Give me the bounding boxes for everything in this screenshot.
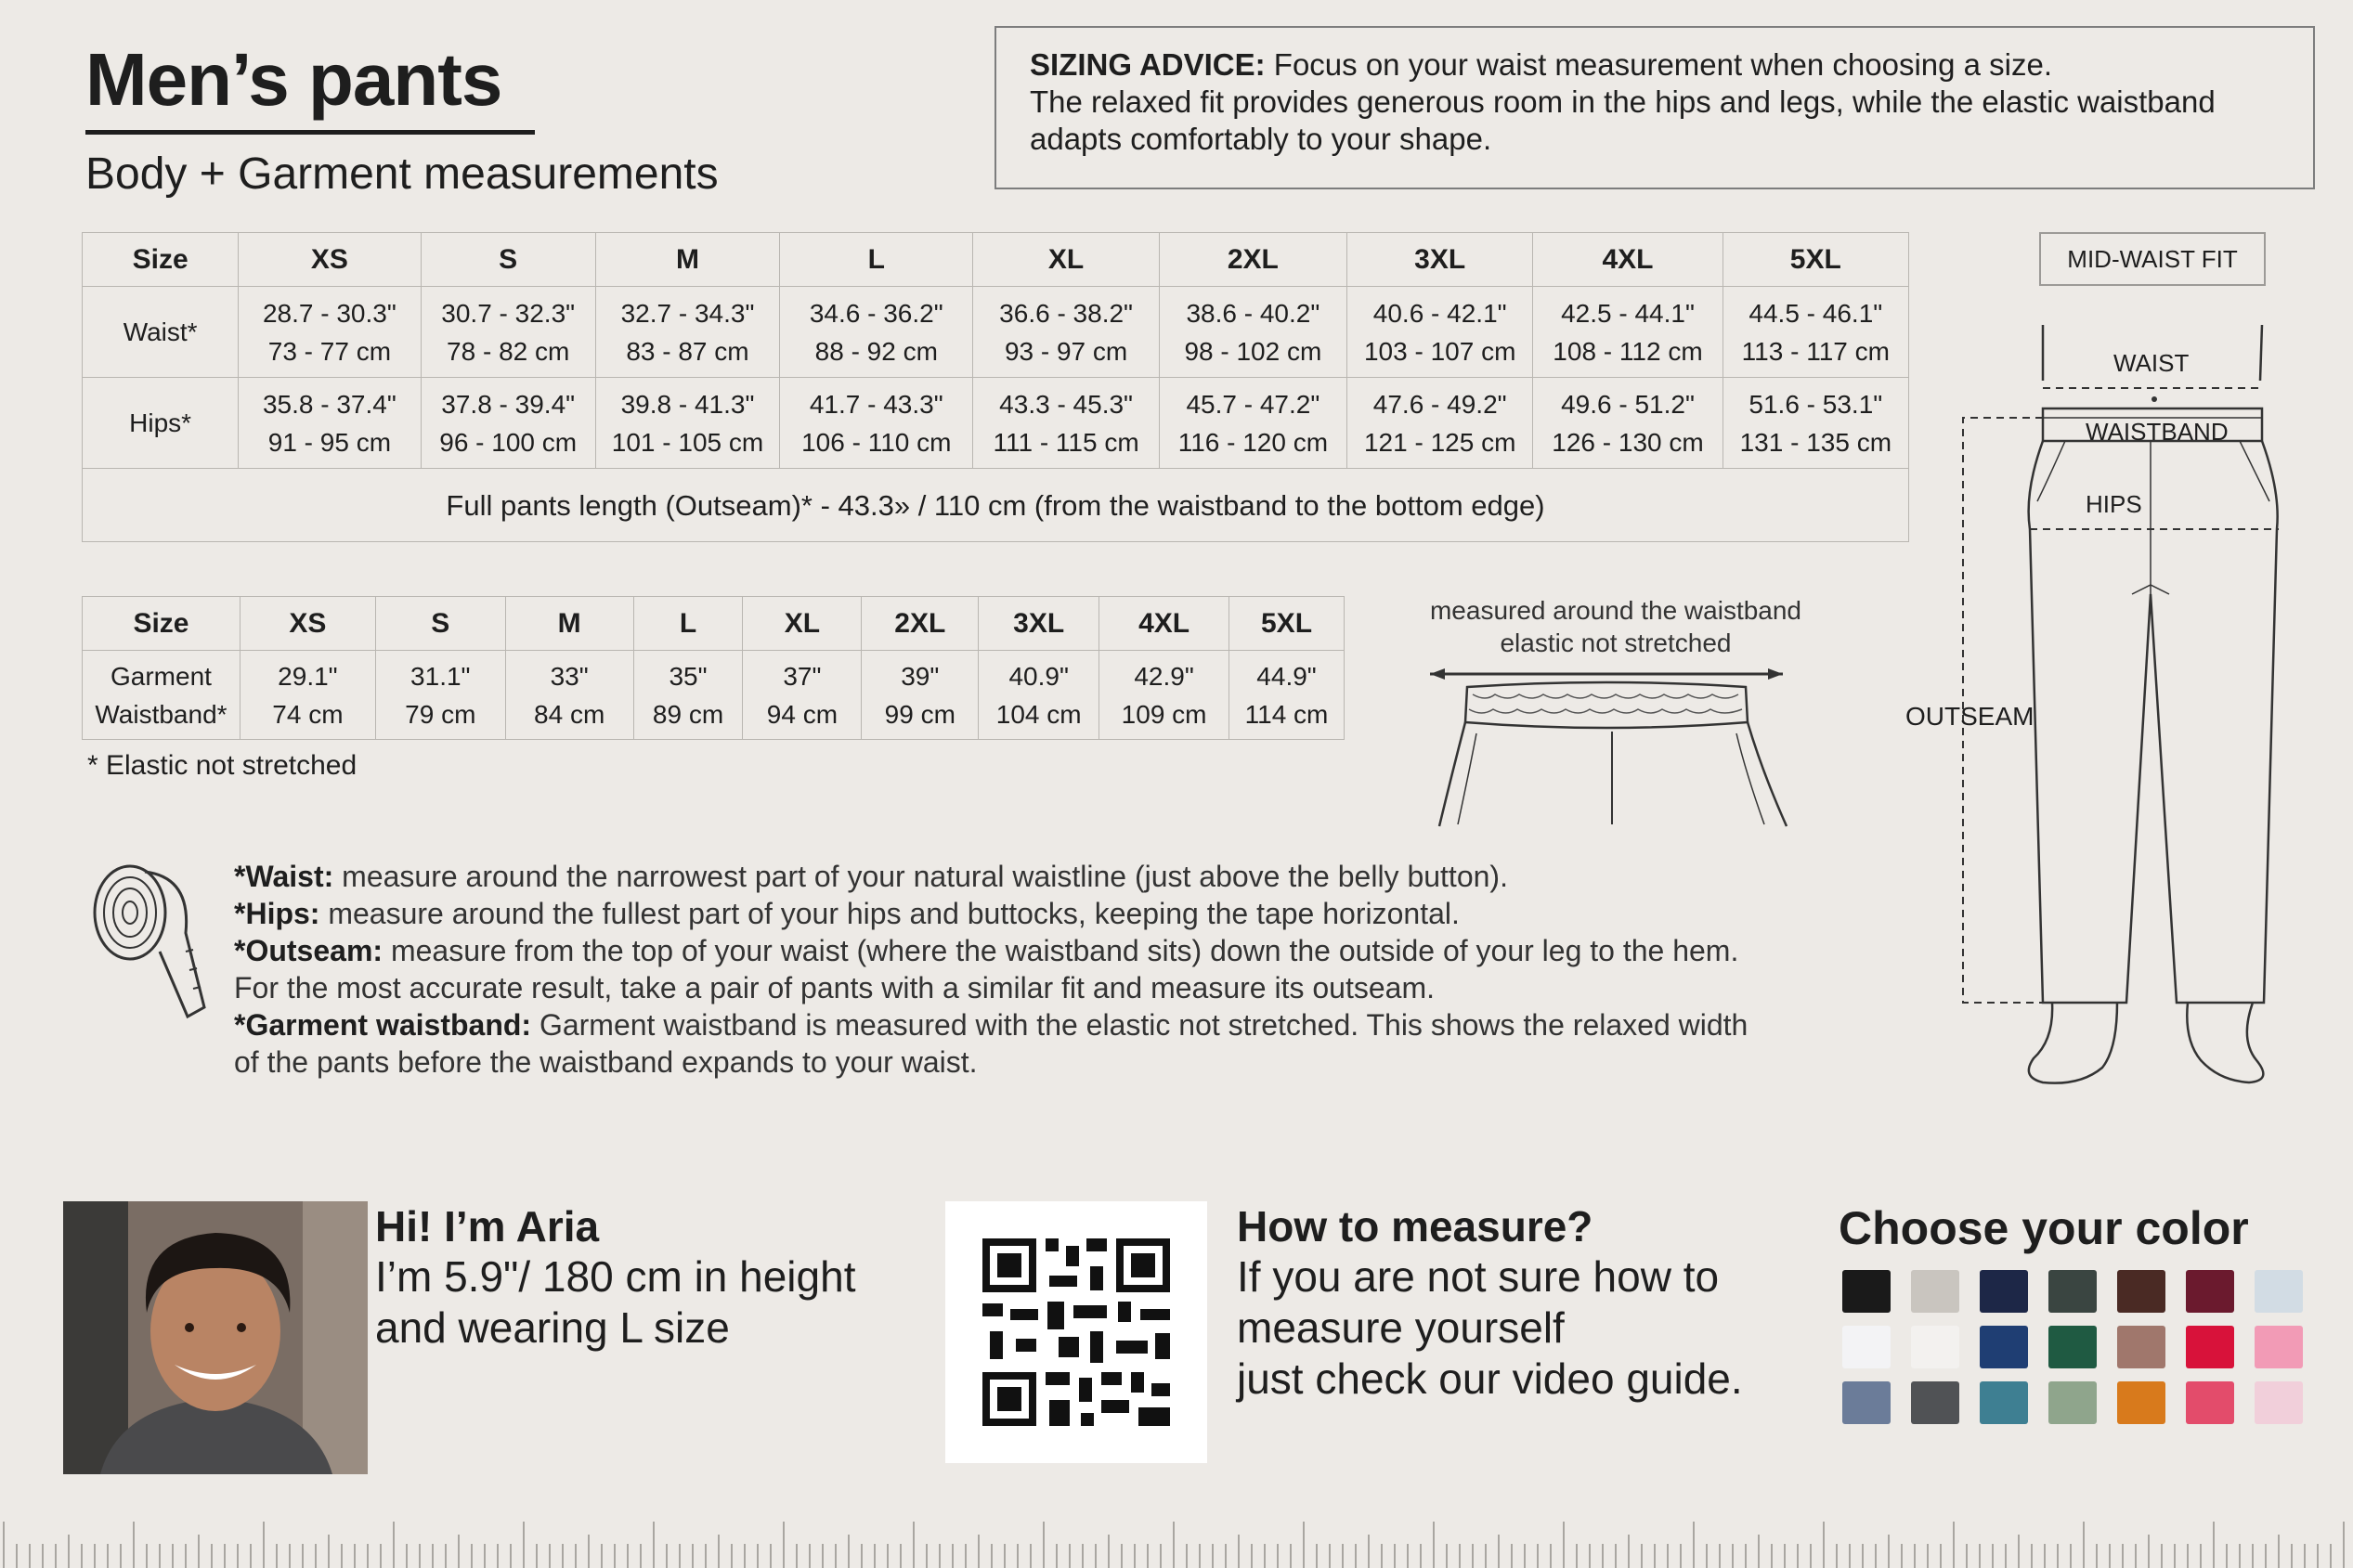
garment-cell: 42.9" 109 cm <box>1099 651 1229 740</box>
color-swatch[interactable] <box>2255 1381 2303 1424</box>
color-swatch[interactable] <box>1980 1381 2028 1424</box>
waist-cell: 42.5 - 44.1" 108 - 112 cm <box>1533 287 1722 378</box>
hips-row-label: Hips* <box>83 378 239 469</box>
hips-cell: 49.6 - 51.2" 126 - 130 cm <box>1533 378 1722 469</box>
mid-waist-fit-label: MID-WAIST FIT <box>2039 232 2266 286</box>
choose-color-title: Choose your color <box>1839 1202 2249 1254</box>
title-underline <box>85 130 535 135</box>
color-swatch-grid <box>1842 1270 2303 1424</box>
hips-definition: *Hips: measure around the fullest part of your hips and buttocks, keeping the tape horizontal. <box>234 897 1460 930</box>
hips-cell: 47.6 - 49.2" 121 - 125 cm <box>1347 378 1533 469</box>
body-measurement-table <box>82 232 1909 542</box>
color-swatch[interactable] <box>2186 1270 2234 1313</box>
how-to-measure-text: If you are not sure how to measure yourself just check our video guide. <box>1237 1252 1743 1403</box>
size-header: XL <box>973 233 1159 287</box>
color-swatch[interactable] <box>2048 1270 2097 1313</box>
color-swatch[interactable] <box>1842 1326 1891 1368</box>
color-swatch[interactable] <box>2117 1326 2165 1368</box>
hips-row <box>83 378 1909 469</box>
size-header: 5XL <box>1722 233 1908 287</box>
size-header: M <box>505 597 633 651</box>
size-header: L <box>633 597 743 651</box>
color-swatch[interactable] <box>1911 1326 1959 1368</box>
waistband-illustration <box>1411 661 1801 828</box>
page-title: Men’s pants <box>85 38 502 121</box>
full-length-row <box>83 469 1909 542</box>
size-header-row <box>83 597 1345 651</box>
waist-label: WAIST <box>2113 349 2190 377</box>
full-length-text: Full pants length (Outseam)* - 43.3» / 110 cm (from the waistband to the bottom edge) <box>83 469 1909 542</box>
size-header: S <box>421 233 595 287</box>
garment-waistband-row <box>83 651 1345 740</box>
size-header: XL <box>743 597 862 651</box>
waist-row-label: Waist* <box>83 287 239 378</box>
waist-cell: 40.6 - 42.1" 103 - 107 cm <box>1347 287 1533 378</box>
waist-cell: 36.6 - 38.2" 93 - 97 cm <box>973 287 1159 378</box>
waist-row <box>83 287 1909 378</box>
garment-cell: 39" 99 cm <box>862 651 979 740</box>
size-header: 4XL <box>1099 597 1229 651</box>
advice-line2: The relaxed fit provides generous room in the hips and legs, while the elastic waistband adapts comfortably to your shape. <box>1030 84 2216 156</box>
size-header-row <box>83 233 1909 287</box>
garment-cell: 29.1" 74 cm <box>240 651 375 740</box>
page-subtitle: Body + Garment measurements <box>85 149 719 199</box>
measuring-tape-icon <box>89 859 210 1035</box>
hips-cell: 35.8 - 37.4" 91 - 95 cm <box>239 378 421 469</box>
waist-cell: 28.7 - 30.3" 73 - 77 cm <box>239 287 421 378</box>
hips-cell: 41.7 - 43.3" 106 - 110 cm <box>780 378 973 469</box>
garment-waistband-definition: *Garment waistband: Garment waistband is measured with the elastic not stretched. This shows the relaxed width of the pants before the waistband expands to your waist. <box>234 1008 1748 1079</box>
elastic-footnote: * Elastic not stretched <box>87 750 358 781</box>
size-header-label: Size <box>83 233 239 287</box>
garment-cell: 44.9" 114 cm <box>1229 651 1345 740</box>
size-header: L <box>780 233 973 287</box>
size-header: 3XL <box>1347 233 1533 287</box>
color-swatch[interactable] <box>1980 1270 2028 1313</box>
color-swatch[interactable] <box>1911 1270 1959 1313</box>
hips-cell: 43.3 - 45.3" 111 - 115 cm <box>973 378 1159 469</box>
hips-label: HIPS <box>2086 490 2142 518</box>
sizing-advice-box <box>994 26 2315 189</box>
color-swatch[interactable] <box>2255 1270 2303 1313</box>
color-swatch[interactable] <box>2048 1381 2097 1424</box>
waistband-label: WAISTBAND <box>2086 418 2229 446</box>
color-swatch[interactable] <box>2255 1326 2303 1368</box>
size-header: 2XL <box>862 597 979 651</box>
garment-cell: 37" 94 cm <box>743 651 862 740</box>
size-header-label: Size <box>83 597 240 651</box>
color-swatch[interactable] <box>2048 1326 2097 1368</box>
size-header: XS <box>239 233 421 287</box>
size-header: S <box>375 597 505 651</box>
outseam-definition: *Outseam: measure from the top of your waist (where the waistband sits) down the outside of your leg to the hem. For the most accurate result, take a pair of pants with a similar fit and measure its outseam. <box>234 934 1739 1004</box>
waist-cell: 30.7 - 32.3" 78 - 82 cm <box>421 287 595 378</box>
color-swatch[interactable] <box>2117 1270 2165 1313</box>
hips-cell: 51.6 - 53.1" 131 - 135 cm <box>1722 378 1908 469</box>
color-swatch[interactable] <box>2186 1326 2234 1368</box>
garment-row-label: Garment Waistband* <box>83 651 240 740</box>
hips-cell: 39.8 - 41.3" 101 - 105 cm <box>595 378 779 469</box>
model-info: I’m 5.9"/ 180 cm in height and wearing L size <box>375 1252 856 1352</box>
size-header: 4XL <box>1533 233 1722 287</box>
ruler-decoration <box>0 1495 2353 1568</box>
size-header: M <box>595 233 779 287</box>
waistband-caption: measured around the waistband elastic not stretched <box>1429 596 1802 657</box>
waist-definition: *Waist: measure around the narrowest part of your natural waistline (just above the belly button). <box>234 860 1508 893</box>
advice-line1: Focus on your waist measurement when choosing a size. <box>1265 47 2053 82</box>
waist-cell: 32.7 - 34.3" 83 - 87 cm <box>595 287 779 378</box>
garment-cell: 31.1" 79 cm <box>375 651 505 740</box>
waist-cell: 44.5 - 46.1" 113 - 117 cm <box>1722 287 1908 378</box>
hips-cell: 45.7 - 47.2" 116 - 120 cm <box>1159 378 1346 469</box>
garment-cell: 40.9" 104 cm <box>979 651 1099 740</box>
hips-cell: 37.8 - 39.4" 96 - 100 cm <box>421 378 595 469</box>
qr-code-icon <box>945 1201 1207 1463</box>
video-guide-qr-code[interactable] <box>945 1201 1207 1463</box>
color-swatch[interactable] <box>2117 1381 2165 1424</box>
color-swatch[interactable] <box>2186 1381 2234 1424</box>
size-header: 3XL <box>979 597 1099 651</box>
advice-label: SIZING ADVICE: <box>1030 47 1266 82</box>
waist-cell: 38.6 - 40.2" 98 - 102 cm <box>1159 287 1346 378</box>
size-header: 2XL <box>1159 233 1346 287</box>
size-header: 5XL <box>1229 597 1345 651</box>
how-to-measure-title: How to measure? <box>1237 1202 1593 1251</box>
color-swatch[interactable] <box>1842 1381 1891 1424</box>
garment-cell: 33" 84 cm <box>505 651 633 740</box>
garment-cell: 35" 89 cm <box>633 651 743 740</box>
size-header: XS <box>240 597 375 651</box>
garment-waistband-table <box>82 596 1345 740</box>
color-swatch[interactable] <box>1911 1381 1959 1424</box>
color-swatch[interactable] <box>1980 1326 2028 1368</box>
outseam-label: OUTSEAM <box>1905 702 2034 731</box>
model-title: Hi! I’m Aria <box>375 1202 600 1251</box>
color-swatch[interactable] <box>1842 1270 1891 1313</box>
measurement-definitions <box>234 858 1775 1081</box>
waist-cell: 34.6 - 36.2" 88 - 92 cm <box>780 287 973 378</box>
model-photo <box>63 1201 368 1474</box>
